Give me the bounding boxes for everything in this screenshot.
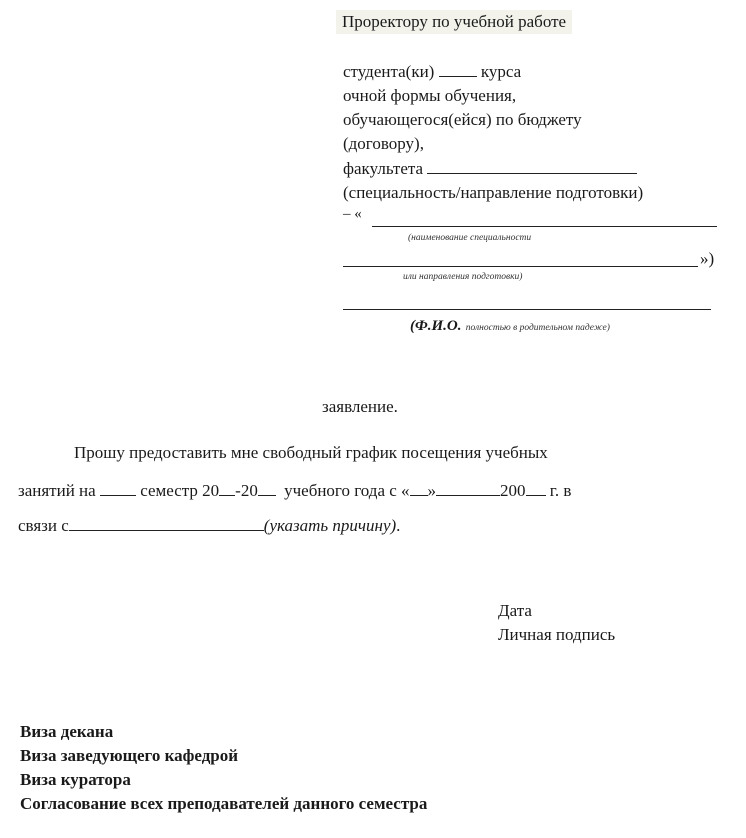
faculty-label: факультета: [343, 159, 424, 178]
fio-blank[interactable]: [343, 309, 711, 310]
specialty-label: (специальность/направление подготовки): [343, 183, 644, 202]
hint-specialty: (наименование специальности: [408, 233, 532, 243]
visa-teachers-approval: Согласование всех преподавателей данного семестра: [20, 794, 428, 813]
recipient-line: [336, 10, 572, 34]
body-text: занятий на: [18, 481, 96, 500]
fio-hint: полностью в родительном падеже): [465, 323, 610, 333]
direction-blank[interactable]: [343, 266, 698, 267]
fio-label: (Ф.И.О.: [410, 318, 462, 334]
day-blank[interactable]: [410, 494, 428, 496]
visa-head-of-department: Виза заведующего кафедрой: [20, 746, 239, 765]
month-blank[interactable]: [436, 494, 500, 496]
contract-line: (договору),: [343, 134, 424, 153]
budget-line: обучающегося(ейся) по бюджету: [343, 110, 582, 129]
student-label: студента(ки): [343, 62, 435, 81]
form-line: очной формы обучения,: [343, 86, 517, 105]
visa-dean: Виза декана: [20, 722, 114, 741]
body-text: 200: [500, 481, 526, 500]
body-line-3: [18, 516, 400, 536]
semester-blank[interactable]: [100, 494, 136, 496]
faculty-line: [343, 159, 637, 179]
body-line-1: Прошу предоставить мне свободный график посещения учебных: [74, 443, 548, 462]
year-blank[interactable]: [526, 494, 546, 496]
fio-hint-line: [410, 315, 610, 335]
body-text: .: [396, 516, 401, 535]
dash-quote: – «: [343, 206, 362, 222]
body-text: семестр 20: [140, 481, 220, 500]
body-text: »: [427, 481, 437, 500]
body-line-2: [18, 481, 571, 501]
close-quote: »): [700, 249, 715, 268]
specialty-blank[interactable]: [372, 226, 717, 227]
body-text: учебного года с «: [284, 481, 410, 500]
body-text: связи с: [18, 516, 69, 535]
signature-label: Личная подпись: [498, 625, 616, 644]
body-text: г. в: [549, 481, 572, 500]
year-end-blank[interactable]: [258, 494, 276, 496]
faculty-blank[interactable]: [427, 172, 637, 174]
student-course-line: [343, 62, 521, 82]
reason-hint: (указать причину): [263, 516, 397, 535]
course-label: курса: [480, 62, 522, 81]
reason-blank[interactable]: [69, 529, 264, 531]
body-text: -20: [235, 481, 258, 500]
course-blank[interactable]: [439, 75, 477, 77]
document-title: заявление.: [322, 397, 398, 416]
date-label: Дата: [498, 601, 532, 620]
visa-curator: Виза куратора: [20, 770, 131, 789]
recipient-text: Проректору по учебной работе: [342, 12, 567, 31]
year-start-blank[interactable]: [219, 494, 235, 496]
hint-direction: или направления подготовки): [403, 272, 523, 282]
